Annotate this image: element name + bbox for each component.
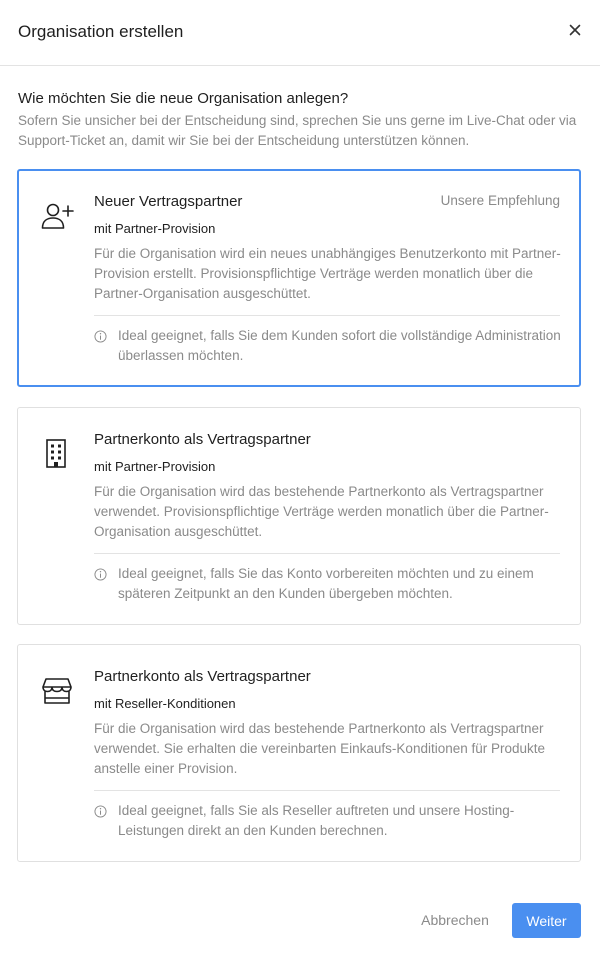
option-divider: [94, 553, 560, 554]
info-icon: [94, 568, 107, 581]
intro-question: Wie möchten Sie die neue Organisation anlegen?: [18, 90, 349, 107]
option-subtitle: mit Partner-Provision: [94, 221, 216, 236]
next-button[interactable]: Weiter: [512, 903, 581, 938]
option-card-new-contract-partner[interactable]: [17, 169, 581, 387]
option-hint: Ideal geeignet, falls Sie das Konto vorbereiten möchten und zu einem späteren Zeitpunkt an den Kunden übergeben möchten.: [118, 566, 534, 601]
dialog-title: Organisation erstellen: [18, 22, 184, 41]
option-hint: Ideal geeignet, falls Sie als Reseller auftreten und unsere Hosting-Leistungen direkt an den Kunden berechnen.: [118, 803, 515, 838]
option-title: Partnerkonto als Vertragspartner: [94, 668, 311, 685]
close-icon: [569, 24, 581, 36]
cancel-button[interactable]: Abbrechen: [421, 912, 489, 928]
info-icon: [94, 805, 107, 818]
option-card-partner-account-provision[interactable]: [17, 407, 581, 625]
option-description: Für die Organisation wird das bestehende Partnerkonto als Vertragspartner verwendet. Provisionspflichtige Verträge werden monatlich über die Partner-Organisation ausgeschüttet.: [94, 484, 549, 539]
user-plus-icon: [39, 198, 75, 234]
dialog-header: [0, 0, 600, 66]
option-hint: Ideal geeignet, falls Sie dem Kunden sofort die vollständige Administration überlassen möchten.: [118, 328, 561, 363]
option-description: Für die Organisation wird das bestehende Partnerkonto als Vertragspartner verwendet. Sie erhalten die vereinbarten Einkaufs-Konditionen für Produkte anstelle einer Provision.: [94, 721, 546, 776]
option-title: Partnerkonto als Vertragspartner: [94, 431, 311, 448]
option-description: Für die Organisation wird ein neues unabhängiges Benutzerkonto mit Partner-Provision erstellt. Provisionspflichtige Verträge werden monatlich über die Partner-Organisation ausgeschüttet.: [94, 246, 561, 301]
recommendation-badge: Unsere Empfehlung: [440, 193, 560, 208]
intro-help-text: Sofern Sie unsicher bei der Entscheidung sind, sprechen Sie uns gerne im Live-Chat oder via Support-Ticket an, damit wir Sie bei der Entscheidung unterstützen können.: [18, 113, 577, 148]
option-divider: [94, 790, 560, 791]
option-divider: [94, 315, 560, 316]
store-icon: [39, 673, 75, 709]
option-subtitle: mit Partner-Provision: [94, 459, 216, 474]
option-title: Neuer Vertragspartner: [94, 193, 243, 210]
option-subtitle: mit Reseller-Konditionen: [94, 696, 236, 711]
info-icon: [94, 330, 107, 343]
close-button[interactable]: [564, 19, 586, 41]
option-card-partner-account-reseller[interactable]: [17, 644, 581, 862]
building-icon: [39, 436, 75, 472]
